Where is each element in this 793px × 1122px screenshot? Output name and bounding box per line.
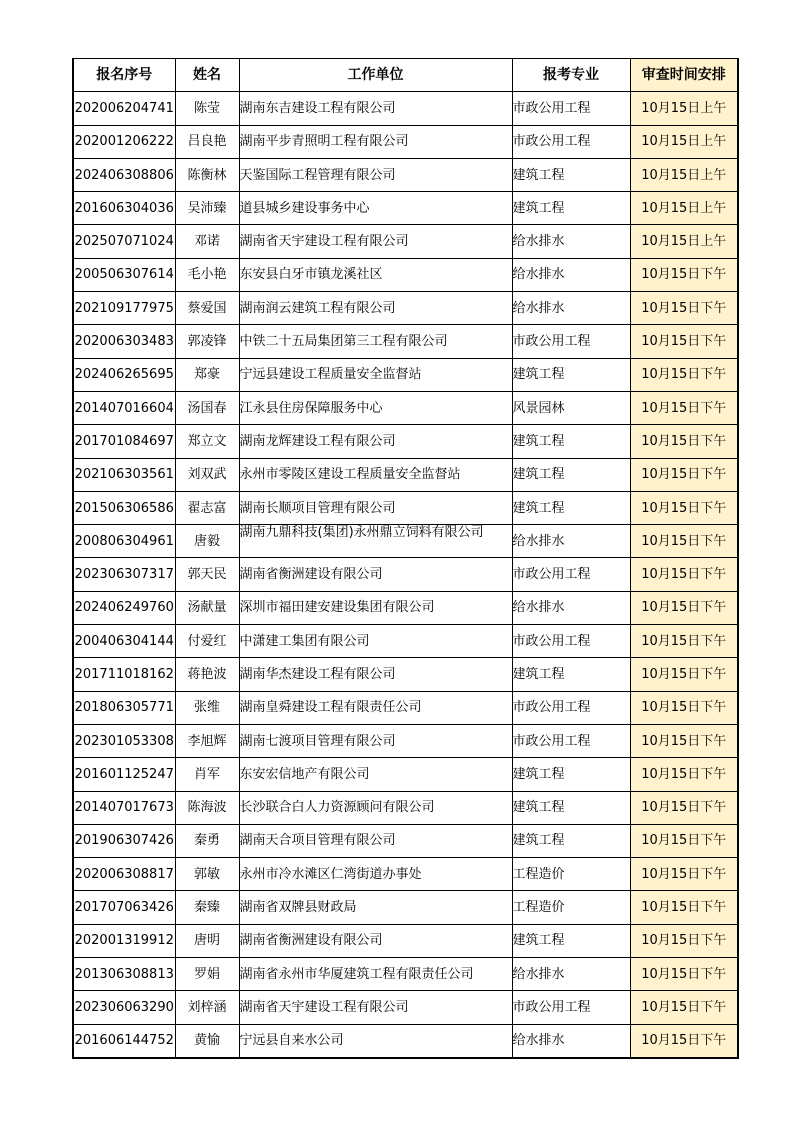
- review-time-cell: 10月15日下午: [630, 791, 738, 824]
- review-time-cell: 10月15日下午: [630, 625, 738, 658]
- work-unit-cell: 江永县住房保障服务中心: [239, 391, 512, 424]
- work-unit-cell: 湖南皇舜建设工程有限责任公司: [239, 691, 512, 724]
- review-time-cell: 10月15日上午: [630, 225, 738, 258]
- major-cell: 工程造价: [512, 858, 630, 891]
- name-cell: 吴沛臻: [175, 192, 239, 225]
- table-row: [73, 558, 738, 591]
- review-time-cell: 10月15日下午: [630, 891, 738, 924]
- work-unit-cell: 中铁二十五局集团第三工程有限公司: [239, 325, 512, 358]
- work-unit-cell: 深圳市福田建安建设集团有限公司: [239, 591, 512, 624]
- table-row: [73, 92, 738, 125]
- work-unit-cell: 永州市零陵区建设工程质量安全监督站: [239, 458, 512, 491]
- major-cell: 市政公用工程: [512, 724, 630, 757]
- major-cell: 给水排水: [512, 591, 630, 624]
- major-cell: 建筑工程: [512, 758, 630, 791]
- name-cell: 李旭辉: [175, 724, 239, 757]
- major-cell: 市政公用工程: [512, 691, 630, 724]
- review-time-cell: 10月15日下午: [630, 924, 738, 957]
- major-cell: 给水排水: [512, 258, 630, 291]
- registration-number-cell: 201606144752: [73, 1024, 175, 1058]
- major-cell: 市政公用工程: [512, 92, 630, 125]
- work-unit-cell: 湖南长顺项目管理有限公司: [239, 491, 512, 524]
- work-unit-cell: 湖南龙辉建设工程有限公司: [239, 425, 512, 458]
- major-cell: 市政公用工程: [512, 325, 630, 358]
- table-row: [73, 491, 738, 524]
- review-time-cell: 10月15日下午: [630, 724, 738, 757]
- name-cell: 陈莹: [175, 92, 239, 125]
- name-cell: 汤国春: [175, 391, 239, 424]
- major-cell: 给水排水: [512, 525, 630, 558]
- name-cell: 秦勇: [175, 824, 239, 857]
- name-cell: 毛小艳: [175, 258, 239, 291]
- table-row: [73, 824, 738, 857]
- name-cell: 汤献量: [175, 591, 239, 624]
- name-cell: 黄愉: [175, 1024, 239, 1058]
- name-cell: 郭敏: [175, 858, 239, 891]
- major-cell: 建筑工程: [512, 824, 630, 857]
- name-cell: 罗娟: [175, 958, 239, 991]
- name-cell: 郑立文: [175, 425, 239, 458]
- header-work-unit: 工作单位: [239, 59, 512, 92]
- work-unit-cell: 东安宏信地产有限公司: [239, 758, 512, 791]
- review-time-cell: 10月15日下午: [630, 824, 738, 857]
- name-cell: 蔡爱国: [175, 292, 239, 325]
- name-cell: 肖军: [175, 758, 239, 791]
- registration-number-cell: 202106303561: [73, 458, 175, 491]
- table-row: [73, 858, 738, 891]
- registration-number-cell: 202406265695: [73, 358, 175, 391]
- work-unit-cell: 宁远县自来水公司: [239, 1024, 512, 1058]
- name-cell: 刘梓涵: [175, 991, 239, 1024]
- work-unit-cell: 湖南省衡洲建设有限公司: [239, 924, 512, 957]
- header-major: 报考专业: [512, 59, 630, 92]
- table-row: [73, 458, 738, 491]
- work-unit-cell: 天鉴国际工程管理有限公司: [239, 158, 512, 191]
- table-row: [73, 192, 738, 225]
- registration-number-cell: 200806304961: [73, 525, 175, 558]
- registration-number-cell: 201711018162: [73, 658, 175, 691]
- major-cell: 市政公用工程: [512, 125, 630, 158]
- table-row: [73, 625, 738, 658]
- work-unit-cell: 中潇建工集团有限公司: [239, 625, 512, 658]
- name-cell: 蒋艳波: [175, 658, 239, 691]
- review-time-cell: 10月15日下午: [630, 525, 738, 558]
- review-time-cell: 10月15日下午: [630, 425, 738, 458]
- major-cell: 建筑工程: [512, 158, 630, 191]
- name-cell: 张维: [175, 691, 239, 724]
- major-cell: 市政公用工程: [512, 558, 630, 591]
- review-time-cell: 10月15日下午: [630, 358, 738, 391]
- major-cell: 建筑工程: [512, 458, 630, 491]
- registration-number-cell: 201701084697: [73, 425, 175, 458]
- table-row: [73, 258, 738, 291]
- table-row: [73, 924, 738, 957]
- review-time-cell: 10月15日下午: [630, 691, 738, 724]
- work-unit-cell: 湖南省双牌县财政局: [239, 891, 512, 924]
- major-cell: 给水排水: [512, 225, 630, 258]
- review-time-cell: 10月15日下午: [630, 558, 738, 591]
- work-unit-cell: 湖南省天宇建设工程有限公司: [239, 991, 512, 1024]
- work-unit-cell: 永州市冷水滩区仁湾街道办事处: [239, 858, 512, 891]
- registration-number-cell: 201601125247: [73, 758, 175, 791]
- work-unit-cell: 长沙联合白人力资源顾问有限公司: [239, 791, 512, 824]
- registration-number-cell: 201407017673: [73, 791, 175, 824]
- table-row: [73, 525, 738, 558]
- review-time-cell: 10月15日上午: [630, 158, 738, 191]
- name-cell: 陈衡林: [175, 158, 239, 191]
- review-time-cell: 10月15日下午: [630, 458, 738, 491]
- major-cell: 市政公用工程: [512, 991, 630, 1024]
- work-unit-cell: 湖南天合项目管理有限公司: [239, 824, 512, 857]
- review-time-cell: 10月15日下午: [630, 758, 738, 791]
- name-cell: 翟志富: [175, 491, 239, 524]
- major-cell: 工程造价: [512, 891, 630, 924]
- review-time-cell: 10月15日下午: [630, 991, 738, 1024]
- table-row: [73, 958, 738, 991]
- name-cell: 秦臻: [175, 891, 239, 924]
- registration-number-cell: 201606304036: [73, 192, 175, 225]
- registration-number-cell: 202301053308: [73, 724, 175, 757]
- table-row: [73, 325, 738, 358]
- name-cell: 郭凌锋: [175, 325, 239, 358]
- registration-number-cell: 201806305771: [73, 691, 175, 724]
- review-time-cell: 10月15日下午: [630, 591, 738, 624]
- work-unit-cell: 道县城乡建设事务中心: [239, 192, 512, 225]
- header-registration-number: 报名序号: [73, 59, 175, 92]
- table-row: [73, 758, 738, 791]
- review-time-cell: 10月15日上午: [630, 125, 738, 158]
- major-cell: 建筑工程: [512, 791, 630, 824]
- major-cell: 建筑工程: [512, 658, 630, 691]
- registration-number-cell: 202001319912: [73, 924, 175, 957]
- major-cell: 风景园林: [512, 391, 630, 424]
- table-row: [73, 658, 738, 691]
- review-time-cell: 10月15日下午: [630, 658, 738, 691]
- registration-number-cell: 202406249760: [73, 591, 175, 624]
- table-row: [73, 591, 738, 624]
- review-time-cell: 10月15日上午: [630, 92, 738, 125]
- registration-number-cell: 200506307614: [73, 258, 175, 291]
- name-cell: 吕良艳: [175, 125, 239, 158]
- major-cell: 建筑工程: [512, 425, 630, 458]
- table-row: [73, 691, 738, 724]
- work-unit-cell: 湖南华杰建设工程有限公司: [239, 658, 512, 691]
- major-cell: 建筑工程: [512, 192, 630, 225]
- review-time-cell: 10月15日下午: [630, 258, 738, 291]
- table-row: [73, 225, 738, 258]
- review-time-cell: 10月15日上午: [630, 192, 738, 225]
- table-row: [73, 391, 738, 424]
- review-time-cell: 10月15日下午: [630, 491, 738, 524]
- review-time-cell: 10月15日下午: [630, 325, 738, 358]
- registration-number-cell: 201906307426: [73, 824, 175, 857]
- registration-number-cell: 202109177975: [73, 292, 175, 325]
- major-cell: 给水排水: [512, 958, 630, 991]
- major-cell: 给水排水: [512, 1024, 630, 1058]
- review-time-cell: 10月15日下午: [630, 858, 738, 891]
- table-row: [73, 724, 738, 757]
- registration-number-cell: 202001206222: [73, 125, 175, 158]
- registration-number-cell: 202507071024: [73, 225, 175, 258]
- registration-number-cell: 201707063426: [73, 891, 175, 924]
- table-row: [73, 891, 738, 924]
- name-cell: 刘双武: [175, 458, 239, 491]
- major-cell: 市政公用工程: [512, 625, 630, 658]
- header-review-time: 审查时间安排: [630, 59, 738, 92]
- name-cell: 郭天民: [175, 558, 239, 591]
- work-unit-cell: 湖南润云建筑工程有限公司: [239, 292, 512, 325]
- work-unit-cell: 宁远县建设工程质量安全监督站: [239, 358, 512, 391]
- major-cell: 建筑工程: [512, 491, 630, 524]
- work-unit-cell: 湖南省天宇建设工程有限公司: [239, 225, 512, 258]
- table-row: [73, 425, 738, 458]
- registration-number-cell: 202006204741: [73, 92, 175, 125]
- name-cell: 陈海波: [175, 791, 239, 824]
- major-cell: 建筑工程: [512, 358, 630, 391]
- work-unit-cell: 东安县白牙市镇龙溪社区: [239, 258, 512, 291]
- review-time-cell: 10月15日下午: [630, 1024, 738, 1058]
- work-unit-cell: 湖南九鼎科技(集团)永州鼎立饲料有限公司: [239, 525, 512, 558]
- table-row: [73, 292, 738, 325]
- work-unit-cell: 湖南七渡项目管理有限公司: [239, 724, 512, 757]
- table-row: [73, 125, 738, 158]
- registration-number-cell: 202006308817: [73, 858, 175, 891]
- major-cell: 建筑工程: [512, 924, 630, 957]
- header-row: [73, 59, 738, 92]
- major-cell: 给水排水: [512, 292, 630, 325]
- work-unit-cell: 湖南省永州市华厦建筑工程有限责任公司: [239, 958, 512, 991]
- work-unit-cell: 湖南省衡洲建设有限公司: [239, 558, 512, 591]
- header-name: 姓名: [175, 59, 239, 92]
- table-row: [73, 358, 738, 391]
- name-cell: 唐明: [175, 924, 239, 957]
- registration-number-cell: 202306307317: [73, 558, 175, 591]
- registration-number-cell: 200406304144: [73, 625, 175, 658]
- registration-number-cell: 202306063290: [73, 991, 175, 1024]
- registration-number-cell: 202406308806: [73, 158, 175, 191]
- table-row: [73, 991, 738, 1024]
- review-schedule-table: [72, 58, 739, 1059]
- registration-number-cell: 202006303483: [73, 325, 175, 358]
- review-time-cell: 10月15日下午: [630, 391, 738, 424]
- work-unit-cell: 湖南平步青照明工程有限公司: [239, 125, 512, 158]
- table-row: [73, 1024, 738, 1058]
- table-row: [73, 158, 738, 191]
- name-cell: 邓诺: [175, 225, 239, 258]
- review-time-cell: 10月15日下午: [630, 292, 738, 325]
- table-row: [73, 791, 738, 824]
- name-cell: 付爱红: [175, 625, 239, 658]
- registration-number-cell: 201306308813: [73, 958, 175, 991]
- registration-number-cell: 201506306586: [73, 491, 175, 524]
- work-unit-cell: 湖南东吉建设工程有限公司: [239, 92, 512, 125]
- name-cell: 唐毅: [175, 525, 239, 558]
- registration-number-cell: 201407016604: [73, 391, 175, 424]
- name-cell: 郑豪: [175, 358, 239, 391]
- review-time-cell: 10月15日下午: [630, 958, 738, 991]
